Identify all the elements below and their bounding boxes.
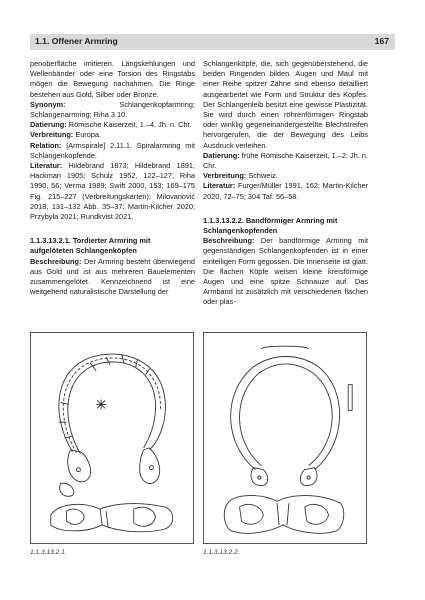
beschreibung-entry xyxy=(30,257,195,298)
literatur-text: Hildebrand 1873; Hildebrand 1891; Hackman 1905; Schulz 1952, 122–127; Riha 1990, 56; Verma 1989; Swift 2000, 153; 169–175 Fig. 215–227 (Verbreitungskarten); Milovanović 2018, 131–132 Abb. 35–37; Martin-Kilcher 2020; Przybyła 2021; Rundkvist 2021. xyxy=(30,161,195,222)
figure-band-armring xyxy=(203,332,367,544)
datierung-text: frühe Römische Kaiserzeit, 1.–2. Jh. n. Chr. xyxy=(203,150,368,171)
figure-twisted-armring xyxy=(30,332,194,544)
relation-text: [Armspirale] 2.11.1. Spiralarmring mit Schlangenkopfende. xyxy=(30,140,195,160)
datierung-entry xyxy=(30,120,195,130)
verbreitung-label: Verbreitung: xyxy=(30,130,74,140)
section-title: 1.1. Offener Armring xyxy=(35,36,118,46)
left-column xyxy=(30,59,195,297)
literatur-entry xyxy=(203,181,368,201)
page-number: 167 xyxy=(374,36,389,46)
beschreibung-label: Beschreibung: xyxy=(30,256,82,266)
running-header xyxy=(30,34,395,50)
verbreitung-entry xyxy=(30,130,195,140)
beschreibung-text: Der bandförmige Armring mit gegenständigen Schlangenkopfenden ist in einer einteiligen Form gegossen. Die Innenseite ist glatt. Die flachen Köpfe weisen kleine kreisförmige Augen und eine spitze Schnauze auf. Das Armband ist zusätzlich mit verschiedenen flachen oder plas- xyxy=(203,236,369,307)
relation-entry xyxy=(30,141,195,161)
right-column xyxy=(203,59,368,308)
twisted-armring-drawing xyxy=(31,333,193,543)
literatur-label: Literatur: xyxy=(203,181,236,191)
left-paragraph-intro: penoberfläche imitieren. Längskehlungen und Wellenbänder oder eine Torsion des Ringstabs mögen die Bewegung nachahmen. Die Ringe bestehen aus Gold, Silber oder Bronze. xyxy=(30,59,195,99)
right-paragraph-intro: Schlangenköpfe, die, sich gegenüberstehend, die beiden Ringenden bilden. Augen und Maul mit einer Reihe spitzer Zähne sind ebenso detailliert ausgearbeitet wie Form und Struktur des Kopfes. Der Schlangenleib besitzt eine gewisse Plastizität. Sie wird durch einen röhrenförmigen Ringstab oder winklig gegeneinandergestellte Blechstreifen hervorgerufen, die der Bewegung des Leibs Ausdruck verleihen. xyxy=(203,59,368,150)
datierung-entry xyxy=(203,151,368,171)
datierung-text: Römische Kaiserzeit, 1.–4. Jh. n. Chr. xyxy=(68,120,192,130)
literatur-entry xyxy=(30,161,195,222)
relation-label: Relation: xyxy=(30,140,62,150)
literatur-label: Literatur: xyxy=(30,161,63,171)
verbreitung-label: Verbreitung: xyxy=(203,171,247,181)
verbreitung-text: Schweiz. xyxy=(248,171,278,181)
beschreibung-label: Beschreibung: xyxy=(203,236,255,246)
datierung-label: Datierung: xyxy=(30,120,67,130)
literatur-text: Furger/Müller 1991, 162; Martin-Kilcher 2020, 72–75; 304 Taf. 56–58. xyxy=(203,181,368,201)
datierung-label: Datierung: xyxy=(203,150,240,160)
beschreibung-text: Der Armring besteht überwiegend aus Gold und ist aus mehreren Bauelementen zusammengelötet. Kennzeichnend ist eine weitgehend naturalistische Darstellung der xyxy=(30,256,195,297)
verbreitung-entry xyxy=(203,171,368,181)
figure-caption-right: 1.1.3.13.2.2. xyxy=(203,549,240,556)
synonym-text: Schlangenkopfarmring; Schlangenarmring; Riha 3.10. xyxy=(30,99,195,120)
synonym-label: Synonym: xyxy=(30,99,66,109)
synonym-entry xyxy=(30,100,195,120)
beschreibung-entry xyxy=(203,236,368,307)
figure-caption-left: 1.1.3.13.2.1. xyxy=(30,549,67,556)
entry-heading: 1.1.3.13.2.1. Tordierter Armring mit aufgelöteten Schlangenköpfen xyxy=(30,236,151,256)
entry-heading: 1.1.3.13.2.2. Bandförmiger Armring mit Schlangenkopfenden xyxy=(203,215,338,236)
verbreitung-text: Europa. xyxy=(75,130,102,140)
band-armring-drawing xyxy=(204,333,366,543)
